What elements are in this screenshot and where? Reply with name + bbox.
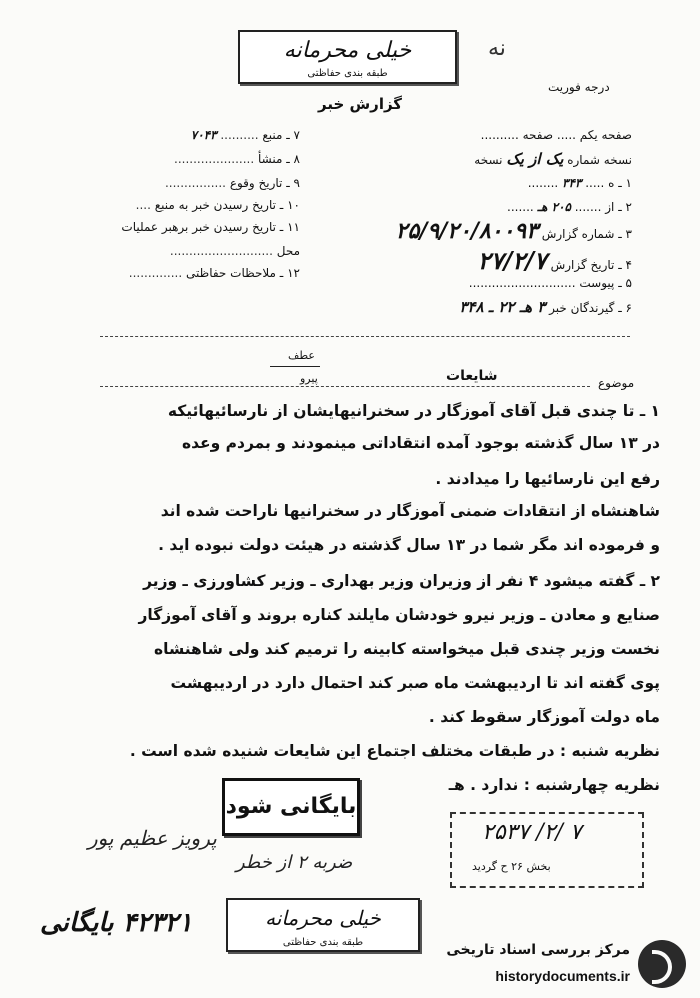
atf-rule bbox=[270, 366, 320, 367]
signature-left: پرویز عظیم پور bbox=[88, 826, 217, 850]
body-line: نظریه چهارشنبه : ندارد . هـ bbox=[448, 776, 660, 794]
body-line: صنایع و معادن ـ وزیر نیرو خودشان مایلند کناره بروند و آقای آموزگار bbox=[138, 606, 660, 624]
field-attachment: ۵ ـ پیوست ............................ bbox=[468, 276, 632, 290]
field-label: ۱۲ ـ ملاحظات حفاظتی bbox=[186, 266, 300, 280]
archive-number: ۴۲۳۲۱ بایگانی bbox=[40, 908, 193, 938]
body-line: ۲ ـ گفته میشود ۴ نفر از وزیران وزیر بهداری ـ وزیر کشاورزی ـ وزیر bbox=[143, 572, 660, 590]
field-source: ۷ ـ منبع .......... ۷۰۴۳ bbox=[190, 128, 300, 142]
field-value: صفحه bbox=[522, 128, 554, 142]
field-label: ۳ ـ شماره گزارش bbox=[541, 227, 632, 241]
watermark-title: مرکز بررسی اسناد تاریخی bbox=[446, 942, 630, 958]
body-line: نخست وزیر چندی قبل میخواسته کابینه را ترمیم کند ولی شاهنشاه bbox=[153, 640, 660, 658]
field-value: ۳۴۳ bbox=[562, 176, 582, 190]
subject-label: موضوع bbox=[598, 376, 635, 390]
stamp-top-class-label: طبقه بندی حفاظتی bbox=[307, 68, 388, 79]
field-label: ۹ ـ تاریخ وقوع bbox=[229, 176, 300, 190]
field-value: ۲۵/۹/۲۰/۸۰۰۹۳ bbox=[395, 218, 538, 244]
atf-label: عطف bbox=[288, 349, 315, 362]
field-label: ۷ ـ منبع bbox=[262, 128, 300, 142]
body-line: در ۱۳ سال گذشته بوجود آمده انتقاداتی مینمودند و بمردم وعده bbox=[181, 434, 660, 452]
body-line: شاهنشاه از انتقادات ضمنی آموزگار در سخنرانیها ناراحت شده اند bbox=[160, 502, 660, 520]
body-line: رفع این نارسائیها را میدادند . bbox=[435, 470, 660, 488]
field-report-date bbox=[478, 246, 632, 275]
field-label: ۴ ـ تاریخ گزارش bbox=[550, 258, 632, 272]
field-label: ۱۱ ـ تاریخ رسیدن خبر برهبر عملیات bbox=[121, 220, 300, 234]
field-suffix: نسخه bbox=[474, 153, 503, 167]
dated-stamp-handwriting: ۷ /۲/ ۲۵۳۷ bbox=[482, 820, 582, 845]
field-label: ۸ ـ منشأ bbox=[257, 152, 300, 166]
corner-scribble: نه bbox=[488, 36, 506, 61]
peyro-label: پیرو bbox=[300, 372, 318, 385]
archive-logo-icon bbox=[638, 940, 686, 988]
dated-stamp-text: بخش ۲۶ ح گردید bbox=[472, 860, 551, 873]
field-event-date: ۹ ـ تاریخ وقوع ................ bbox=[164, 176, 300, 190]
field-value: ۲۰۵ هـ bbox=[537, 200, 571, 214]
body-line: و فرموده اند مگر شما در ۱۳ سال گذشته در هیئت دولت نبوده اید . bbox=[158, 536, 660, 554]
stamp-top-handwriting: خیلی محرمانه bbox=[283, 38, 412, 63]
field-received-date: ۱۰ ـ تاریخ رسیدن خبر به منبع .... bbox=[135, 198, 300, 212]
dated-stamp bbox=[450, 812, 644, 888]
field-value: ۲۷/۲/۷ bbox=[477, 246, 547, 275]
priority-label: درجه فوریت bbox=[548, 80, 610, 94]
stamp-bottom-handwriting: خیلی محرمانه bbox=[265, 906, 381, 930]
field-value: ۳ هـ ۲۲ ـ ۳۴۸ bbox=[459, 298, 546, 316]
field-label: ۱ ـ ه bbox=[608, 176, 632, 190]
subject-rule bbox=[100, 386, 590, 387]
body-line: پوی گفته اند تا اردیبهشت ماه صبر کند احتمال دارد در اردیبهشت bbox=[170, 674, 660, 692]
field-label: نسخه شماره bbox=[567, 153, 632, 167]
stamp-bottom-class-label: طبقه بندی حفاظتی bbox=[282, 937, 364, 948]
field-report-number bbox=[396, 218, 632, 244]
field-security-notes: ۱۲ ـ ملاحظات حفاظتی .............. bbox=[128, 266, 300, 280]
watermark-url: historydocuments.ir bbox=[495, 968, 630, 984]
field-label: ۱۰ ـ تاریخ رسیدن خبر به منبع bbox=[154, 198, 300, 212]
classification-stamp-bottom bbox=[226, 898, 420, 952]
field-copy-number bbox=[474, 150, 632, 168]
field-h: ۱ ـ ه ..... ۳۴۳ ........ bbox=[527, 176, 632, 190]
report-title: گزارش خبر bbox=[318, 95, 403, 113]
separator-line bbox=[100, 336, 630, 337]
subject-value: شایعات bbox=[446, 368, 498, 384]
field-location: محل ........................... bbox=[169, 244, 300, 258]
field-label: ۲ ـ از bbox=[605, 200, 632, 214]
archive-stamp: بایگانی شود bbox=[222, 778, 360, 836]
field-page: صفحه یکم ..... صفحه .......... bbox=[480, 128, 632, 142]
field-leader-date bbox=[121, 220, 300, 234]
field-label: ۵ ـ پیوست bbox=[579, 276, 632, 290]
field-from: ۲ ـ از ....... ۲۰۵ هـ ....... bbox=[507, 200, 632, 214]
signature-center: ضربه ۲ از خطر bbox=[236, 852, 353, 873]
field-origin: ۸ ـ منشأ ..................... bbox=[174, 152, 300, 166]
field-value: یک از یک bbox=[506, 150, 564, 168]
field-label: صفحه یکم bbox=[579, 128, 632, 142]
classification-stamp-top bbox=[238, 30, 457, 84]
field-label: محل bbox=[276, 244, 300, 258]
body-line: ماه دولت آموزگار سقوط کند . bbox=[428, 708, 660, 726]
field-label: ۶ ـ گیرندگان خبر bbox=[549, 301, 632, 315]
watermark bbox=[430, 938, 692, 994]
field-value: ۷۰۴۳ bbox=[190, 128, 217, 142]
field-recipients bbox=[459, 298, 632, 316]
body-line: نظریه شنبه : در طبقات مختلف اجتماع این شایعات شنیده شده است . bbox=[129, 742, 660, 760]
body-line: ۱ ـ تا چندی قبل آقای آموزگار در سخنرانیهایشان از نارسائیهائیکه bbox=[167, 402, 660, 420]
